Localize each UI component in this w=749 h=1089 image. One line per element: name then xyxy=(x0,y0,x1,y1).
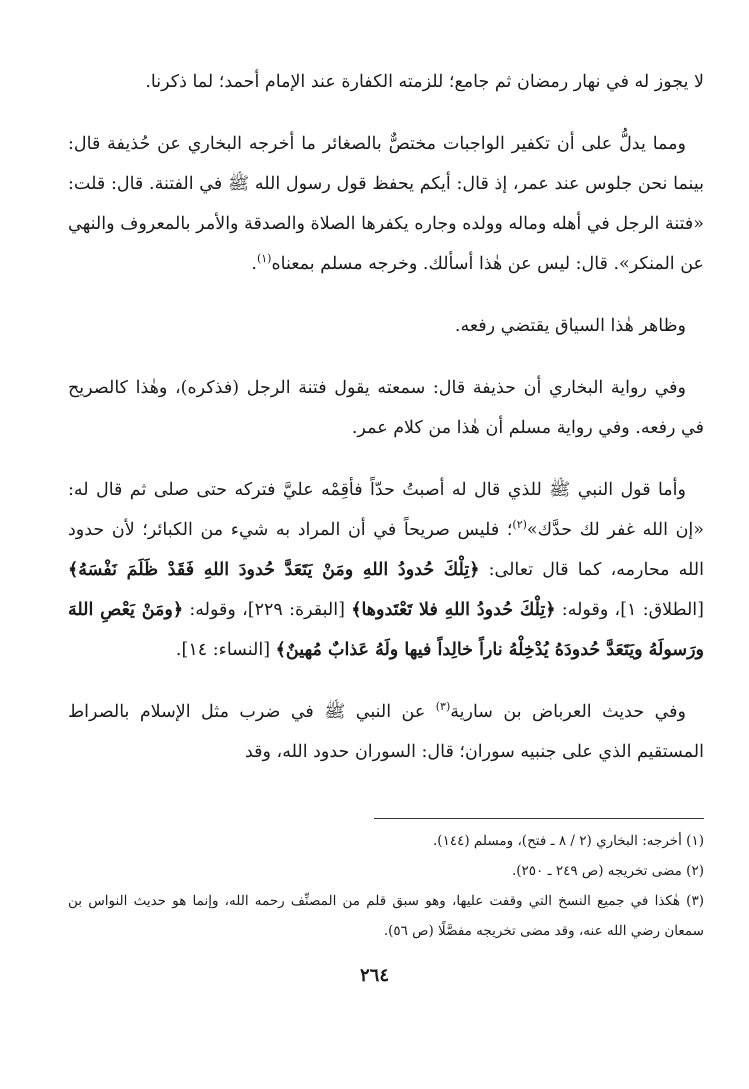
paragraph-4: وفي رواية البخاري أن حذيفة قال: سمعته يقول فتنة الرجل (فذكره)، وهٰذا كالصريح في رفعه. وفي رواية مسلم أن هٰذا من كلام عمر. xyxy=(68,378,704,438)
paragraph-3: وظاهر هٰذا السياق يقتضي رفعه. xyxy=(454,316,686,336)
paragraph-5-text-d: [البقرة: ٢٢٩]، وقوله: xyxy=(183,600,352,620)
paragraph-2-end: . xyxy=(251,254,257,274)
footnote-1: (١) أخرجه: البخاري (٢ / ٨ ـ فتح)، ومسلم (١٤٤). xyxy=(433,833,704,849)
paragraph-6-text-b: عن النبي ﷺ في ضرب مثل الإسلام بالصراط المستقيم الذي على جنبيه سوران؛ قال: السوران حدود الله، وقد xyxy=(68,702,704,762)
paragraph-5-text-e: [النساء: ١٤]. xyxy=(175,640,276,660)
paragraph-6-text-a: وفي حديث العرباض بن سارية xyxy=(450,702,686,722)
main-text xyxy=(68,62,704,794)
footnote-ref-2[interactable]: (٢) xyxy=(512,518,527,532)
paragraph-2-text: ومما يدلُّ على أن تكفير الواجبات مختصٌّ بالصغائر ما أخرجه البخاري عن حُذيفة قال: بينما نحن جلوس عند عمر، إذ قال: أيكم يحفظ قول رسول الله ﷺ في الفتنة. قال: قلت: «فتنة الرجل في أهله وماله وولده وجاره يكفرها الصلاة والصدقة والأمر بالمعروف والنهي عن المنكر». قال: ليس عن هٰذا أسألك. وخرجه مسلم بمعناه xyxy=(68,134,704,274)
paragraph-1: لا يجوز له في نهار رمضان ثم جامع؛ للزمته الكفارة عند الإمام أحمد؛ لما ذكرنا. xyxy=(145,72,704,92)
footnote-divider xyxy=(374,818,704,819)
footnote-ref-3[interactable]: (٣) xyxy=(435,700,451,714)
paragraph-5-text-b: ؛ فليس صريحاً في أن المراد به شيء من الكبائر؛ لأن حدود الله محارمه، كما قال تعالى: xyxy=(68,520,704,580)
paragraph-2 xyxy=(68,124,704,284)
page-number: ٢٦٤ xyxy=(359,965,389,986)
quran-verse-2: ﴿تِلْكَ حُدودُ اللهِ فلا تَعْتَدوها﴾ xyxy=(351,600,556,620)
footnote-ref-1[interactable]: (١) xyxy=(256,252,272,266)
footnotes xyxy=(68,826,704,946)
footnote-2: (٢) مضى تخريجه (ص ٢٤٩ ـ ٢٥٠). xyxy=(511,863,704,879)
paragraph-6 xyxy=(68,692,704,772)
paragraph-5 xyxy=(68,470,704,670)
paragraph-5-text-a: وأما قول النبي ﷺ للذي قال له أصبتُ حدّاً فأقِمْه عليَّ فتركه حتى صلى ثم قال له: «إن الله غفر لك حدَّك» xyxy=(68,480,705,540)
paragraph-5-text-c: [الطلاق: ١]، وقوله: xyxy=(555,600,704,620)
footnote-3: (٣) هٰكذا في جميع النسخ التي وقفت عليها، وهو سبق قلم من المصنِّف رحمه الله، وإنما هو حديث النواس بن سمعان رضي الله عنه، وقد مضى تخريجه مفصَّلًا (ص ٥٦). xyxy=(68,893,704,939)
quran-verse-3: ﴿ومَنْ يَعْصِ اللهَ ورَسولَهُ ويَتَعَدَّ حُدودَهُ يُدْخِلْهُ ناراً خالِداً فيها ولَهُ عَذابٌ مُهينٌ﴾ xyxy=(68,600,704,660)
quran-verse-1: ﴿تِلْكَ حُدودُ اللهِ ومَنْ يَتَعَدَّ حُدودَ اللهِ فَقَدْ ظَلَمَ نَفْسَهُ﴾ xyxy=(68,560,480,580)
